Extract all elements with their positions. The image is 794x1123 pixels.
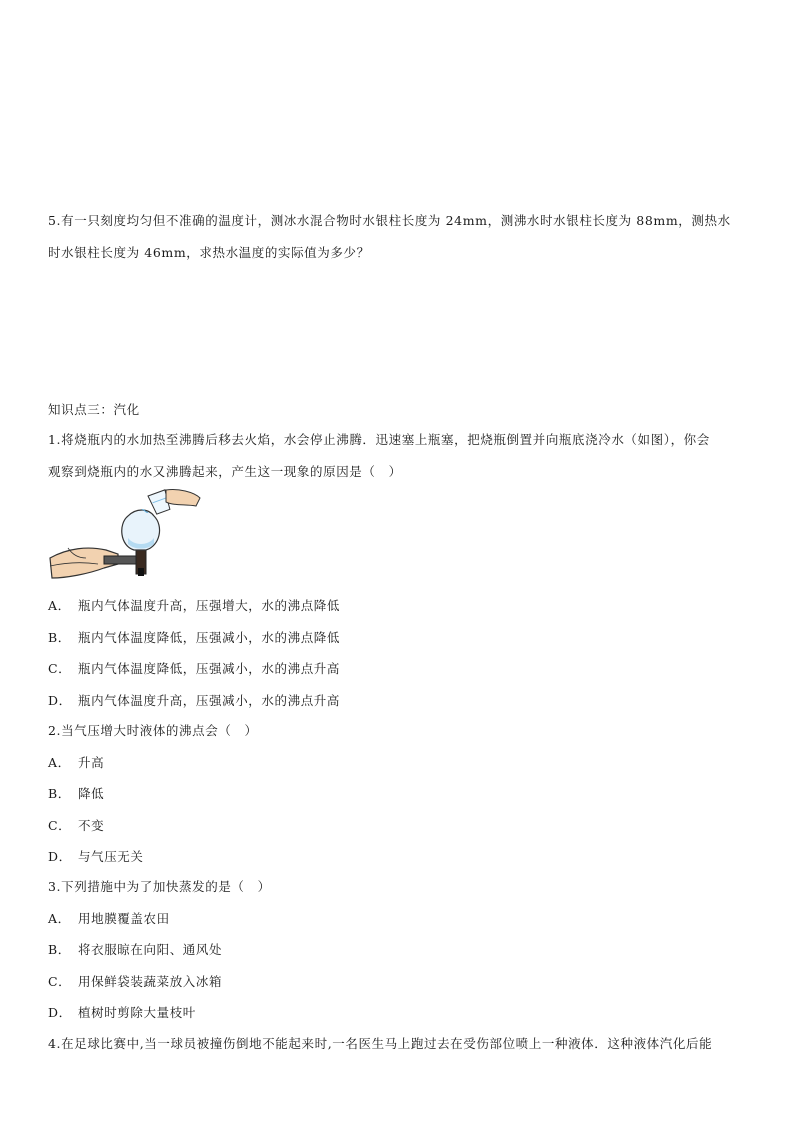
q4-line-1: 4.在足球比赛中,当一球员被撞伤倒地不能起来时,一名医生马上跑过去在受伤部位喷上一种液体．这种液体汽化后能 xyxy=(48,1036,713,1051)
q5-line-1: 5.有一只刻度均匀但不准确的温度计，测冰水混合物时水银柱长度为 24mm，测沸水时水银柱长度为 88mm，测热水 xyxy=(48,213,731,228)
q3-stem: 3.下列措施中为了加快蒸发的是（ ） xyxy=(48,879,271,894)
flask-cooling-illustration-icon xyxy=(48,488,208,588)
q2-option-a: A． 升高 xyxy=(48,755,105,770)
q2-option-b: B． 降低 xyxy=(48,786,105,801)
q3-option-d: D． 植树时剪除大量枝叶 xyxy=(48,1005,196,1020)
q2-option-c: C． 不变 xyxy=(48,818,105,833)
q3-option-c: C． 用保鲜袋装蔬菜放入冰箱 xyxy=(48,974,223,989)
q3-option-b: B． 将衣服晾在向阳、通风处 xyxy=(48,942,223,957)
q2-option-d: D． 与气压无关 xyxy=(48,849,144,864)
section-title: 知识点三：汽化 xyxy=(48,402,140,417)
q1-line-2: 观察到烧瓶内的水又沸腾起来，产生这一现象的原因是（ ） xyxy=(48,464,402,479)
q1-option-b: B． 瓶内气体温度降低，压强减小，水的沸点降低 xyxy=(48,630,341,645)
q1-line-1: 1.将烧瓶内的水加热至沸腾后移去火焰，水会停止沸腾．迅速塞上瓶塞，把烧瓶倒置并向瓶底浇冷水（如图），你会 xyxy=(48,432,710,447)
q1-option-a: A． 瓶内气体温度升高，压强增大，水的沸点降低 xyxy=(48,598,341,613)
q2-stem: 2.当气压增大时液体的沸点会（ ） xyxy=(48,723,258,738)
q3-option-a: A． 用地膜覆盖农田 xyxy=(48,911,170,926)
q1-option-d: D． 瓶内气体温度升高，压强减小，水的沸点升高 xyxy=(48,693,341,708)
q1-option-c: C． 瓶内气体温度降低，压强减小，水的沸点升高 xyxy=(48,661,341,676)
q5-line-2: 时水银柱长度为 46mm，求热水温度的实际值为多少？ xyxy=(48,245,370,260)
